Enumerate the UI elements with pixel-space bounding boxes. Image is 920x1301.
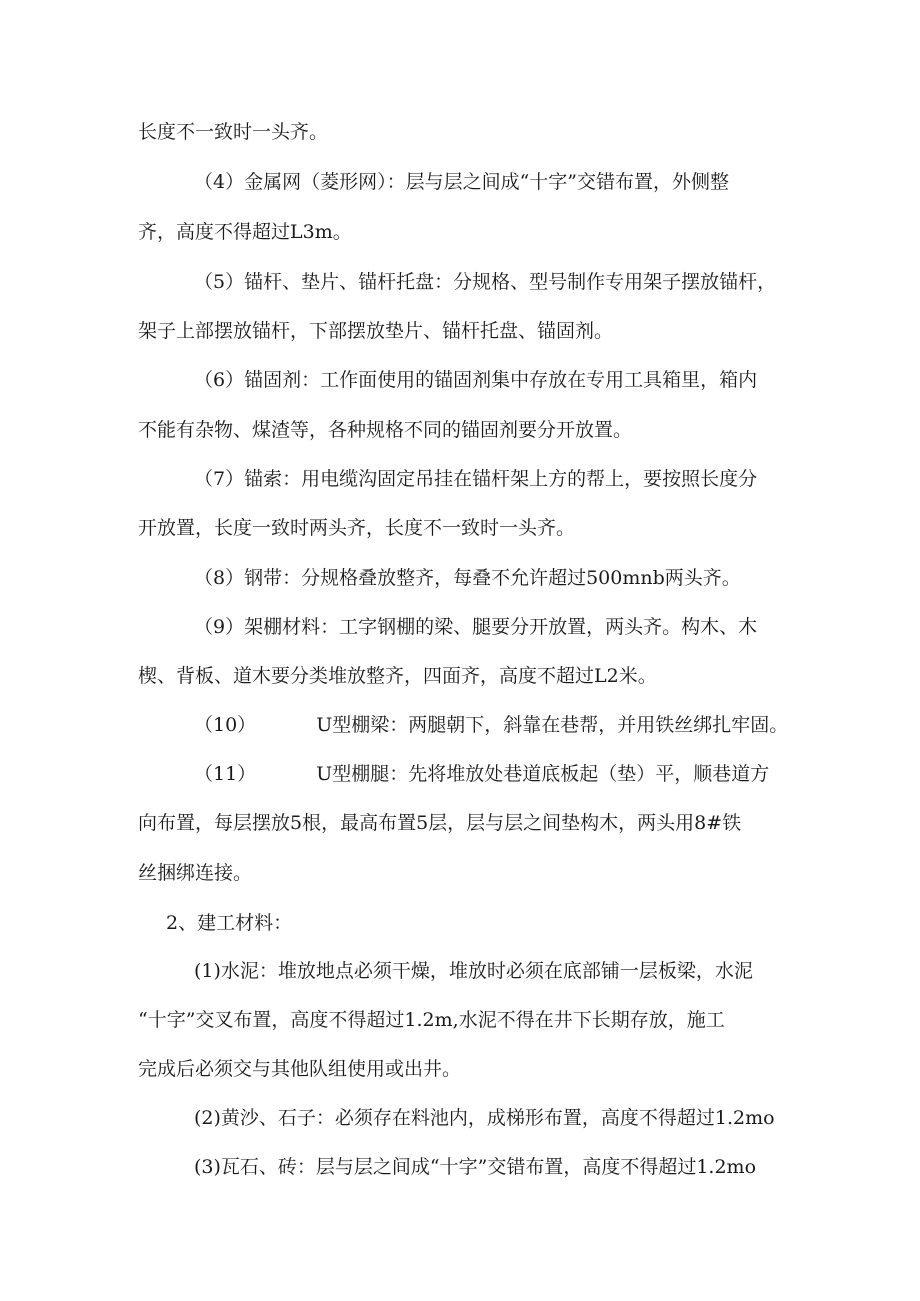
text-line: 齐，高度不得超过L3m。 <box>138 221 352 243</box>
text-line: 架子上部摆放锚杆，下部摆放垫片、锚杆托盘、锚固剂。 <box>138 320 614 342</box>
text-line: 不能有杂物、煤渣等，各种规格不同的锚固剂要分开放置。 <box>138 419 633 441</box>
item-text-10: U型棚梁：两腿朝下，斜靠在巷帮，并用铁丝绑扎牢固。 <box>316 714 789 736</box>
text-line-item-6: （6）锚固剂：工作面使用的锚固剂集中存放在专用工具箱里，箱内 <box>194 369 758 391</box>
text-line-item-8: （8）钢带：分规格叠放整齐，每叠不允许超过500mnb两头齐。 <box>194 567 741 589</box>
text-line-item-10 <box>194 713 788 737</box>
text-line: 丝捆绑连接。 <box>138 862 253 884</box>
text-line: 完成后必须交与其他队组使用或出井。 <box>138 1058 462 1080</box>
text-line: 开放置，长度一致时两头齐，长度不一致时一头齐。 <box>138 517 576 539</box>
text-line: 长度不一致时一头齐。 <box>138 121 329 143</box>
text-line-item-11 <box>194 762 769 786</box>
text-line-cement: (1)水泥：堆放地点必须干燥，堆放时必须在底部铺一层板梁，水泥 <box>194 960 753 982</box>
text-line-item-9: （9）架棚材料：工字钢棚的梁、腿要分开放置，两头齐。构木、木 <box>194 616 758 638</box>
text-line-bricks: (3)瓦石、砖：层与层之间成“十字”交错布置，高度不得超过1.2mo <box>194 1156 757 1178</box>
text-line: 楔、背板、道木要分类堆放整齐，四面齐，高度不超过L2米。 <box>138 665 657 687</box>
text-line: “十字”交叉布置，高度不得超过1.2m,水泥不得在井下长期存放，施工 <box>138 1009 725 1031</box>
text-line-sand: (2)黄沙、石子：必须存在料池内，成梯形布置，高度不得超过1.2mo <box>194 1107 775 1129</box>
section-heading: 2、建工材料： <box>166 912 293 934</box>
text-line-item-4: （4）金属网（菱形网）：层与层之间成“十字”交错布置，外侧整 <box>194 171 730 193</box>
text-line: 向布置，每层摆放5根，最高布置5层，层与层之间垫构木，两头用8#铁 <box>138 812 742 834</box>
item-number-10: （10） <box>194 714 257 736</box>
item-number-11: （11） <box>194 763 257 785</box>
text-line-item-5: （5）锚杆、垫片、锚杆托盘：分规格、型号制作专用架子摆放锚杆， <box>194 271 777 293</box>
item-text-11: U型棚腿：先将堆放处巷道底板起（垫）平，顺巷道方 <box>316 763 770 785</box>
text-line-item-7: （7）锚索：用电缆沟固定吊挂在锚杆架上方的帮上，要按照长度分 <box>194 468 758 490</box>
